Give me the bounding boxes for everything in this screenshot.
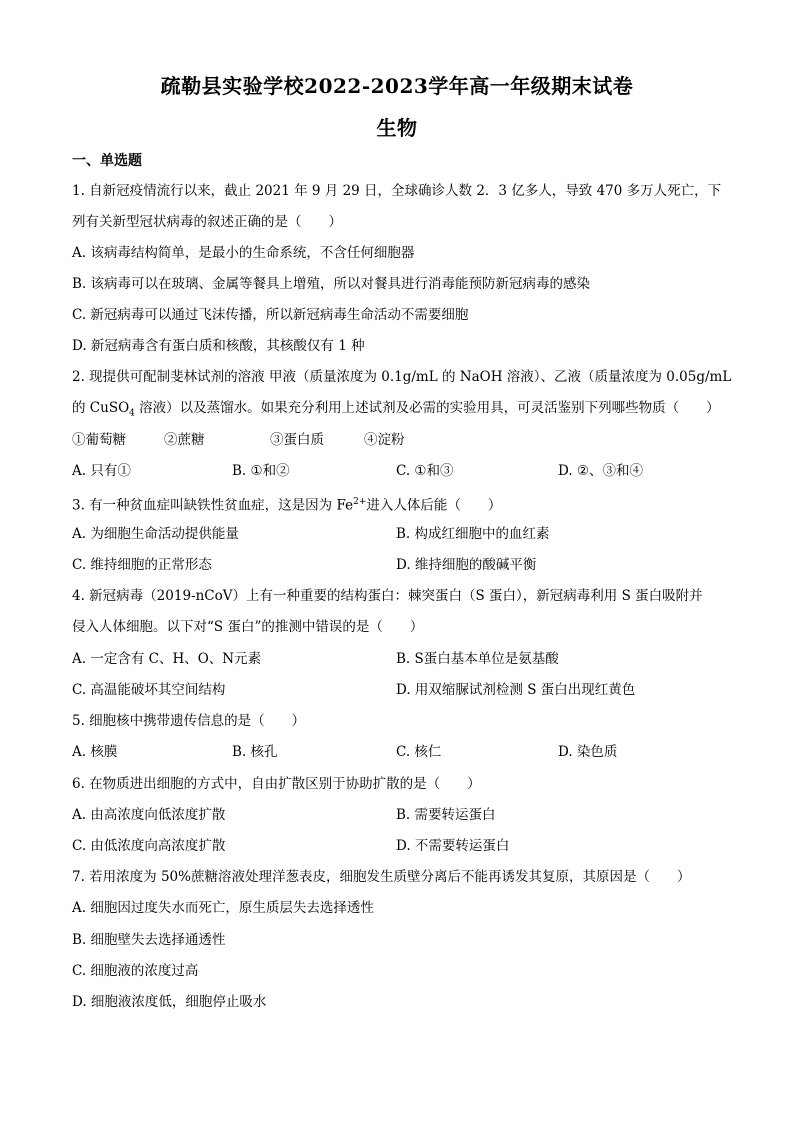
question-7-option-d: D. 细胞液浓度低，细胞停止吸水 [72,994,267,1010]
question-7-line-1: 7. 若用浓度为 50%蔗糖溶液处理洋葱表皮，细胞发生质壁分离后不能再诱发其复原，其原因是（ ） [72,869,691,885]
question-3-option-a: A. 为细胞生命活动提供能量 [72,526,239,542]
question-7-option-c: C. 细胞液的浓度过高 [72,963,199,979]
question-6-option-b: B. 需要转运蛋白 [396,807,496,823]
question-2-option-d: D. ②、③和④ [558,463,644,479]
section-heading: 一、单选题 [72,153,142,169]
question-1-line-1: 1. 自新冠疫情流行以来，截止 2021 年 9 月 29 日，全球确诊人数 2．3 亿多人，导致 470 多万人死亡，下 [72,183,722,199]
question-3-superscript: 2+ [353,497,367,507]
question-1-line-2: 列有关新型冠状病毒的叙述正确的是（ ） [72,214,342,230]
question-2-subscript: 4 [129,408,135,419]
question-5-option-d: D. 染色质 [558,744,618,760]
question-2-item-3: ③蛋白质 [270,432,324,448]
subject-title: 生物 [376,116,418,140]
question-6-option-d: D. 不需要转运蛋白 [396,838,510,854]
question-5-line-1: 5. 细胞核中携带遗传信息的是（ ） [72,713,306,729]
question-2-line-1: 2. 现提供可配制斐林试剂的溶液 甲液（质量浓度为 0.1g/mL 的 NaOH 溶液）、乙液（质量浓度为 0.05g/mL [72,369,732,385]
question-5-option-c: C. 核仁 [396,744,442,760]
question-3-option-c: C. 维持细胞的正常形态 [72,557,212,573]
question-5-option-a: A. 核膜 [72,744,118,760]
exam-title: 疏勒县实验学校2022-2023学年高一年级期末试卷 [160,74,634,98]
question-4-line-1: 4. 新冠病毒（2019-nCoV）上有一种重要的结构蛋白：棘突蛋白（S 蛋白），新冠病毒利用 S 蛋白吸附并 [72,588,703,604]
question-3-line-part-a: 3. 有一种贫血症叫缺铁性贫血症，这是因为 Fe [72,497,354,514]
question-2-line-2 [72,398,720,424]
question-6-option-a: A. 由高浓度向低浓度扩散 [72,807,226,823]
question-2-option-a: A. 只有① [72,463,131,479]
question-1-option-c: C. 新冠病毒可以通过飞沫传播，所以新冠病毒生命活动不需要细胞 [72,307,469,323]
question-6-option-c: C. 由低浓度向高浓度扩散 [72,838,226,854]
question-3-option-b: B. 构成红细胞中的血红素 [396,526,550,542]
question-4-option-d: D. 用双缩脲试剂检测 S 蛋白出现红黄色 [396,682,636,698]
question-1-option-a: A. 该病毒结构简单，是最小的生命系统，不含任何细胞器 [72,245,415,261]
question-2-line-2-part-b: 溶液）以及蒸馏水。如果充分利用上述试剂及必需的实验用具，可灵活鉴别下列哪些物质（ ） [134,400,720,416]
question-3-line-1 [72,492,501,516]
question-2-item-2: ②蔗糖 [164,432,205,448]
question-1-option-d: D. 新冠病毒含有蛋白质和核酸，其核酸仅有 1 种 [72,338,365,354]
question-2-option-c: C. ①和③ [396,463,454,479]
question-2-item-1: ①葡萄糖 [72,432,126,448]
question-4-option-b: B. S蛋白基本单位是氨基酸 [396,651,559,667]
question-1-option-b: B. 该病毒可以在玻璃、金属等餐具上增殖，所以对餐具进行消毒能预防新冠病毒的感染 [72,276,591,292]
question-7-option-b: B. 细胞壁失去选择通透性 [72,932,226,948]
question-3-line-part-b: 进入人体后能（ ） [366,497,502,514]
question-2-option-b: B. ①和② [232,463,290,479]
question-3-option-d: D. 维持细胞的酸碱平衡 [396,557,537,573]
question-4-option-a: A. 一定含有 C、H、O、N元素 [72,651,262,667]
question-2-line-2-part-a: 的 CuSO [72,400,130,416]
question-4-line-2: 侵入人体细胞。以下对“S 蛋白”的推测中错误的是（ ） [72,619,424,635]
question-7-option-a: A. 细胞因过度失水而死亡，原生质层失去选择透性 [72,900,374,916]
question-4-option-c: C. 高温能破坏其空间结构 [72,682,226,698]
question-2-item-4: ④淀粉 [364,432,405,448]
question-5-option-b: B. 核孔 [232,744,278,760]
question-6-line-1: 6. 在物质进出细胞的方式中，自由扩散区别于协助扩散的是（ ） [72,776,481,792]
